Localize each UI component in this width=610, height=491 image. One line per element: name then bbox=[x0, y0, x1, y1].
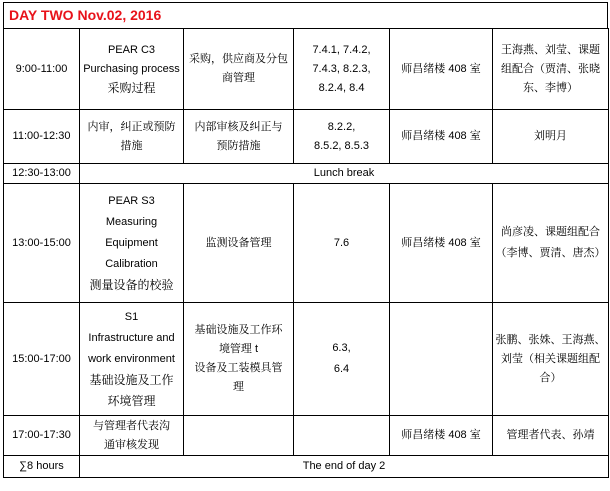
schedule-table bbox=[3, 28, 609, 478]
people-cell: 尚彦凌、课题组配合 （李博、贾清、唐杰） bbox=[493, 184, 609, 303]
topic-cell: PEAR S3 Measuring Equipment Calibration 测量设备的校验 bbox=[80, 184, 184, 303]
time-cell: 13:00-15:00 bbox=[4, 184, 80, 303]
content-cell: 监测设备管理 bbox=[184, 184, 294, 303]
time-cell: 12:30-13:00 bbox=[4, 164, 80, 184]
people-cell: 管理者代表、孙靖 bbox=[493, 416, 609, 456]
lunch-break-note: Lunch break bbox=[80, 164, 609, 184]
location-cell: 师昌绪楼 408 室 bbox=[390, 29, 493, 110]
day-title: DAY TWO Nov.02, 2016 bbox=[3, 2, 608, 29]
clauses-cell: 7.6 bbox=[294, 184, 390, 303]
content-cell bbox=[184, 416, 294, 456]
people-cell: 张鹏、张姝、王海燕、 刘莹（相关课题组配 合） bbox=[493, 303, 609, 416]
table-row bbox=[4, 184, 609, 303]
content-cell: 基础设施及工作环 境管理 t 设备及工装模具管 理 bbox=[184, 303, 294, 416]
table-row bbox=[4, 303, 609, 416]
table-row bbox=[4, 456, 609, 478]
time-cell: 9:00-11:00 bbox=[4, 29, 80, 110]
content-cell: 采购，供应商及分包 商管理 bbox=[184, 29, 294, 110]
time-cell: 11:00-12:30 bbox=[4, 110, 80, 164]
location-cell bbox=[390, 303, 493, 416]
topic-cell: 内审，纠正或预防 措施 bbox=[80, 110, 184, 164]
time-cell: 17:00-17:30 bbox=[4, 416, 80, 456]
topic-cell: S1 Infrastructure and work environment 基础设施及工作 环境管理 bbox=[80, 303, 184, 416]
table-row bbox=[4, 29, 609, 110]
time-cell: 15:00-17:00 bbox=[4, 303, 80, 416]
people-cell: 刘明月 bbox=[493, 110, 609, 164]
table-row bbox=[4, 110, 609, 164]
clauses-cell bbox=[294, 416, 390, 456]
table-row bbox=[4, 164, 609, 184]
clauses-cell: 8.2.2, 8.5.2, 8.5.3 bbox=[294, 110, 390, 164]
clauses-cell: 6.3, 6.4 bbox=[294, 303, 390, 416]
table-row bbox=[4, 416, 609, 456]
topic-cell: PEAR C3 Purchasing process 采购过程 bbox=[80, 29, 184, 110]
topic-cell: 与管理者代表沟 通审核发现 bbox=[80, 416, 184, 456]
people-cell: 王海燕、刘莹、课题 组配合（贾清、张晓 东、李博） bbox=[493, 29, 609, 110]
clauses-cell: 7.4.1, 7.4.2, 7.4.3, 8.2.3, 8.2.4, 8.4 bbox=[294, 29, 390, 110]
location-cell: 师昌绪楼 408 室 bbox=[390, 184, 493, 303]
content-cell: 内部审核及纠正与 预防措施 bbox=[184, 110, 294, 164]
location-cell: 师昌绪楼 408 室 bbox=[390, 110, 493, 164]
end-of-day-note: The end of day 2 bbox=[80, 456, 609, 478]
location-cell: 师昌绪楼 408 室 bbox=[390, 416, 493, 456]
total-hours-cell: ∑8 hours bbox=[4, 456, 80, 478]
